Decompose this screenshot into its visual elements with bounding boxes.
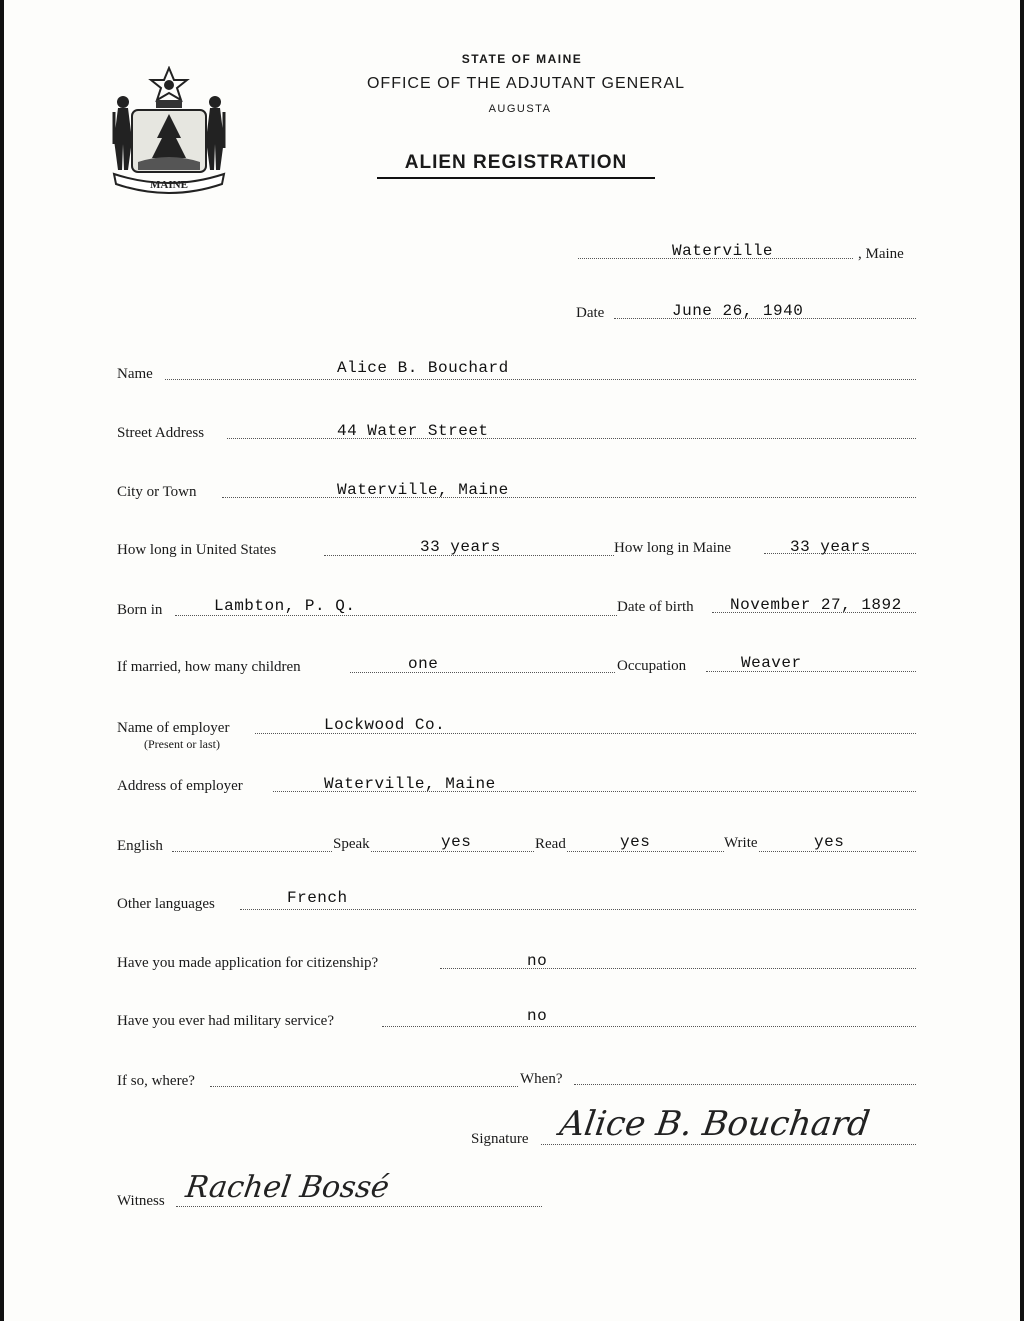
signature-line [541,1144,916,1145]
how-long-me-value: 33 years [790,538,871,556]
seal-banner-text: MAINE [150,179,188,191]
born-in-line [175,615,617,616]
city-heading: AUGUSTA [488,103,552,115]
military-value: no [527,1007,548,1025]
when-label: When? [520,1071,563,1087]
occupation-label: Occupation [617,658,687,674]
how-long-me-label: How long in Maine [614,540,732,556]
when-line [574,1084,916,1085]
where-label: If so, where? [117,1073,195,1089]
street-value: 44 Water Street [337,422,489,440]
place-value: Waterville [672,242,774,260]
write-value: yes [814,833,845,851]
occupation-value: Weaver [741,654,802,672]
other-languages-value: French [287,889,348,907]
witness-label: Witness [117,1193,165,1209]
form-title: ALIEN REGISTRATION [377,152,655,179]
dob-value: November 27, 1892 [730,596,902,614]
children-value: one [408,655,439,673]
military-label: Have you ever had military service? [117,1013,334,1029]
how-long-us-label: How long in United States [117,542,277,558]
name-label: Name [117,366,153,382]
signature-label: Signature [471,1131,529,1147]
office-heading: OFFICE OF THE ADJUTANT GENERAL [366,75,686,92]
city-label: City or Town [117,484,197,500]
occupation-line [706,671,916,672]
write-label: Write [724,835,758,851]
military-line [382,1026,916,1027]
witness-signature: Rachel Bossé [183,1170,392,1205]
name-line [165,379,916,380]
street-label: Street Address [117,425,205,441]
city-value: Waterville, Maine [337,481,509,499]
employer-address-label: Address of employer [117,778,243,794]
employer-address-value: Waterville, Maine [324,775,496,793]
where-line [210,1086,518,1087]
date-label: Date [576,305,605,321]
citizenship-line [440,968,916,969]
employer-label: Name of employer [117,720,230,736]
witness-line [176,1206,542,1207]
born-in-value: Lambton, P. Q. [214,597,356,615]
how-long-us-value: 33 years [420,538,501,556]
speak-value: yes [441,833,472,851]
employer-sublabel: (Present or last) [144,737,220,751]
street-line [227,438,916,439]
other-languages-line [240,909,916,910]
dob-label: Date of birth [617,599,694,615]
speak-label: Speak [333,836,370,852]
employer-value: Lockwood Co. [324,716,446,734]
children-line [350,672,615,673]
city-line [222,497,916,498]
children-label: If married, how many children [117,659,301,675]
born-in-label: Born in [117,602,163,618]
state-heading: STATE OF MAINE [461,52,583,66]
read-value: yes [620,833,651,851]
date-value: June 26, 1940 [672,302,804,320]
other-languages-label: Other languages [117,896,215,912]
english-label: English [117,838,163,854]
citizenship-value: no [527,952,548,970]
signature-handwritten: Alice B. Bouchard [557,1104,873,1144]
read-label: Read [535,836,566,852]
place-suffix: , Maine [858,246,904,262]
name-value: Alice B. Bouchard [337,359,509,377]
citizenship-label: Have you made application for citizenship? [117,955,379,971]
